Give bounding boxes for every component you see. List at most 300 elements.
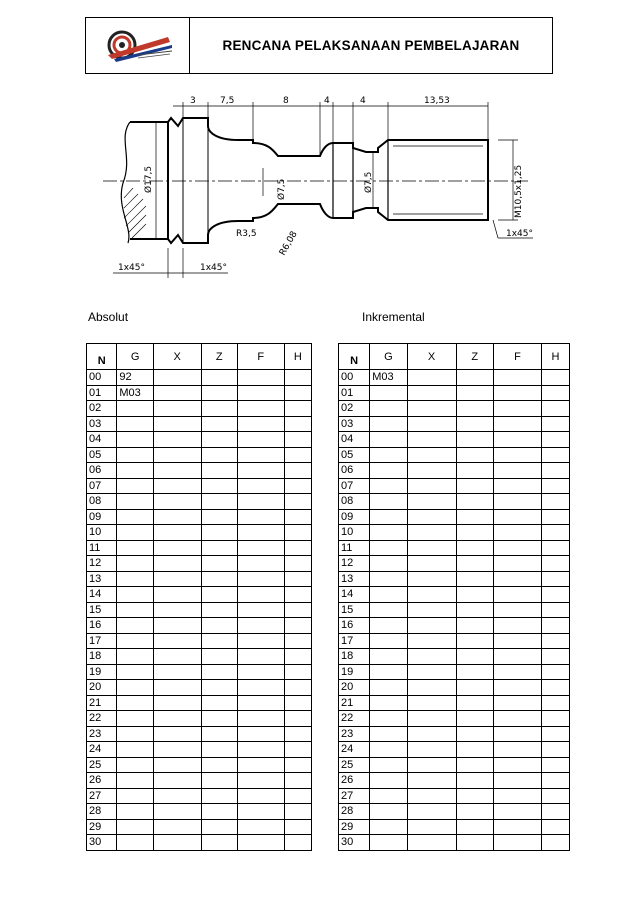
table-cell[interactable] [541, 711, 569, 727]
table-cell[interactable]: 03 [339, 416, 370, 432]
table-cell[interactable] [284, 742, 311, 758]
table-cell[interactable] [237, 571, 284, 587]
table-cell[interactable] [117, 509, 153, 525]
table-cell[interactable]: 05 [339, 447, 370, 463]
table-cell[interactable] [201, 525, 237, 541]
table-cell[interactable] [456, 370, 493, 386]
table-cell[interactable] [153, 819, 201, 835]
table-cell[interactable]: 11 [339, 540, 370, 556]
table-cell[interactable] [284, 447, 311, 463]
table-cell[interactable] [541, 773, 569, 789]
table-cell[interactable] [237, 664, 284, 680]
table-cell[interactable] [117, 602, 153, 618]
table-cell[interactable]: 24 [87, 742, 117, 758]
table-cell[interactable] [201, 726, 237, 742]
table-cell[interactable] [407, 525, 456, 541]
table-cell[interactable] [237, 726, 284, 742]
table-cell[interactable] [370, 602, 407, 618]
table-cell[interactable] [201, 494, 237, 510]
table-cell[interactable] [456, 432, 493, 448]
table-cell[interactable] [284, 416, 311, 432]
table-cell[interactable] [153, 571, 201, 587]
table-cell[interactable]: 00 [339, 370, 370, 386]
table-cell[interactable] [370, 416, 407, 432]
table-cell[interactable]: 17 [87, 633, 117, 649]
table-cell[interactable] [456, 680, 493, 696]
table-cell[interactable]: M03 [117, 385, 153, 401]
table-cell[interactable] [237, 509, 284, 525]
table-cell[interactable]: 13 [87, 571, 117, 587]
table-cell[interactable] [456, 711, 493, 727]
table-cell[interactable] [407, 819, 456, 835]
table-cell[interactable] [284, 726, 311, 742]
table-cell[interactable] [494, 680, 542, 696]
table-cell[interactable]: 18 [87, 649, 117, 665]
table-cell[interactable] [494, 757, 542, 773]
table-cell[interactable] [456, 494, 493, 510]
table-cell[interactable] [456, 525, 493, 541]
table-cell[interactable] [201, 804, 237, 820]
table-cell[interactable] [237, 447, 284, 463]
table-cell[interactable] [117, 556, 153, 572]
table-cell[interactable]: 25 [87, 757, 117, 773]
table-cell[interactable] [237, 401, 284, 417]
table-cell[interactable]: 28 [87, 804, 117, 820]
table-cell[interactable] [370, 385, 407, 401]
table-cell[interactable] [153, 695, 201, 711]
table-cell[interactable] [284, 571, 311, 587]
table-cell[interactable] [284, 757, 311, 773]
table-cell[interactable]: 29 [339, 819, 370, 835]
table-cell[interactable] [407, 494, 456, 510]
table-cell[interactable] [284, 587, 311, 603]
table-cell[interactable]: 19 [87, 664, 117, 680]
table-cell[interactable] [541, 401, 569, 417]
table-cell[interactable] [541, 478, 569, 494]
table-cell[interactable] [153, 649, 201, 665]
table-cell[interactable] [494, 819, 542, 835]
table-cell[interactable] [407, 804, 456, 820]
table-cell[interactable] [117, 447, 153, 463]
table-cell[interactable] [237, 540, 284, 556]
table-cell[interactable] [456, 556, 493, 572]
table-cell[interactable] [284, 695, 311, 711]
table-cell[interactable] [153, 773, 201, 789]
table-cell[interactable] [153, 742, 201, 758]
table-cell[interactable] [284, 664, 311, 680]
table-cell[interactable] [407, 509, 456, 525]
table-cell[interactable] [407, 540, 456, 556]
table-cell[interactable] [494, 478, 542, 494]
table-cell[interactable] [407, 757, 456, 773]
table-cell[interactable] [456, 509, 493, 525]
table-cell[interactable] [370, 478, 407, 494]
table-cell[interactable] [153, 556, 201, 572]
table-cell[interactable] [370, 556, 407, 572]
table-cell[interactable] [494, 447, 542, 463]
table-cell[interactable] [237, 370, 284, 386]
table-cell[interactable]: 21 [339, 695, 370, 711]
table-cell[interactable]: 13 [339, 571, 370, 587]
table-cell[interactable] [284, 525, 311, 541]
table-cell[interactable] [370, 835, 407, 851]
table-cell[interactable] [201, 463, 237, 479]
table-cell[interactable] [456, 804, 493, 820]
table-cell[interactable] [153, 804, 201, 820]
table-cell[interactable]: 19 [339, 664, 370, 680]
table-cell[interactable] [494, 370, 542, 386]
table-cell[interactable] [494, 416, 542, 432]
table-cell[interactable] [370, 509, 407, 525]
table-cell[interactable] [494, 726, 542, 742]
table-cell[interactable] [117, 494, 153, 510]
table-cell[interactable] [201, 556, 237, 572]
table-cell[interactable] [456, 649, 493, 665]
table-cell[interactable] [494, 587, 542, 603]
table-cell[interactable]: 23 [87, 726, 117, 742]
table-cell[interactable] [201, 711, 237, 727]
table-cell[interactable] [407, 618, 456, 634]
table-cell[interactable]: 05 [87, 447, 117, 463]
table-cell[interactable] [201, 602, 237, 618]
table-cell[interactable]: 21 [87, 695, 117, 711]
table-cell[interactable] [407, 680, 456, 696]
table-cell[interactable] [237, 835, 284, 851]
table-cell[interactable]: 07 [87, 478, 117, 494]
table-cell[interactable] [541, 726, 569, 742]
table-cell[interactable] [407, 416, 456, 432]
table-cell[interactable] [117, 416, 153, 432]
table-cell[interactable]: 15 [87, 602, 117, 618]
table-cell[interactable]: 22 [339, 711, 370, 727]
table-cell[interactable] [117, 649, 153, 665]
table-cell[interactable]: 00 [87, 370, 117, 386]
table-cell[interactable] [237, 680, 284, 696]
table-cell[interactable] [456, 835, 493, 851]
table-cell[interactable] [456, 385, 493, 401]
table-cell[interactable] [237, 757, 284, 773]
table-cell[interactable] [201, 788, 237, 804]
table-cell[interactable] [541, 804, 569, 820]
table-cell[interactable] [237, 773, 284, 789]
table-cell[interactable] [407, 463, 456, 479]
table-cell[interactable]: 27 [87, 788, 117, 804]
table-cell[interactable] [407, 835, 456, 851]
table-cell[interactable] [494, 463, 542, 479]
table-cell[interactable]: 26 [87, 773, 117, 789]
table-cell[interactable] [117, 664, 153, 680]
table-cell[interactable] [117, 587, 153, 603]
table-cell[interactable] [284, 602, 311, 618]
table-cell[interactable] [370, 649, 407, 665]
table-cell[interactable] [117, 463, 153, 479]
table-cell[interactable] [407, 711, 456, 727]
table-cell[interactable] [456, 664, 493, 680]
table-cell[interactable] [284, 773, 311, 789]
table-cell[interactable]: M03 [370, 370, 407, 386]
table-cell[interactable]: 26 [339, 773, 370, 789]
table-cell[interactable] [201, 416, 237, 432]
table-cell[interactable] [370, 711, 407, 727]
table-cell[interactable] [541, 432, 569, 448]
table-cell[interactable] [153, 618, 201, 634]
table-cell[interactable] [237, 804, 284, 820]
table-cell[interactable] [237, 494, 284, 510]
table-cell[interactable]: 20 [339, 680, 370, 696]
table-cell[interactable] [370, 463, 407, 479]
table-cell[interactable] [456, 773, 493, 789]
table-cell[interactable] [153, 835, 201, 851]
table-cell[interactable] [284, 509, 311, 525]
table-cell[interactable] [153, 633, 201, 649]
table-cell[interactable] [117, 401, 153, 417]
table-cell[interactable] [494, 788, 542, 804]
table-cell[interactable] [541, 385, 569, 401]
table-cell[interactable]: 15 [339, 602, 370, 618]
table-cell[interactable] [456, 416, 493, 432]
table-cell[interactable] [201, 757, 237, 773]
table-cell[interactable]: 16 [339, 618, 370, 634]
table-cell[interactable]: 12 [87, 556, 117, 572]
table-cell[interactable] [201, 618, 237, 634]
table-cell[interactable] [153, 494, 201, 510]
table-cell[interactable]: 12 [339, 556, 370, 572]
table-cell[interactable] [117, 726, 153, 742]
table-cell[interactable]: 29 [87, 819, 117, 835]
table-cell[interactable] [201, 773, 237, 789]
table-cell[interactable] [153, 664, 201, 680]
table-cell[interactable] [541, 556, 569, 572]
table-cell[interactable]: 10 [87, 525, 117, 541]
table-cell[interactable] [284, 478, 311, 494]
table-cell[interactable]: 18 [339, 649, 370, 665]
table-cell[interactable] [407, 370, 456, 386]
table-cell[interactable] [407, 695, 456, 711]
table-cell[interactable] [284, 494, 311, 510]
table-cell[interactable] [541, 370, 569, 386]
table-cell[interactable]: 06 [87, 463, 117, 479]
table-cell[interactable] [201, 680, 237, 696]
table-cell[interactable] [284, 711, 311, 727]
table-cell[interactable] [237, 742, 284, 758]
table-cell[interactable] [370, 447, 407, 463]
table-cell[interactable] [237, 618, 284, 634]
table-cell[interactable] [407, 587, 456, 603]
table-cell[interactable] [541, 633, 569, 649]
table-cell[interactable] [456, 726, 493, 742]
table-cell[interactable] [153, 401, 201, 417]
table-cell[interactable]: 10 [339, 525, 370, 541]
table-cell[interactable] [117, 571, 153, 587]
table-cell[interactable]: 24 [339, 742, 370, 758]
table-cell[interactable] [407, 447, 456, 463]
table-cell[interactable] [201, 401, 237, 417]
table-cell[interactable]: 03 [87, 416, 117, 432]
table-cell[interactable] [201, 432, 237, 448]
table-cell[interactable] [201, 742, 237, 758]
table-cell[interactable] [370, 494, 407, 510]
table-cell[interactable] [370, 726, 407, 742]
table-cell[interactable] [117, 432, 153, 448]
table-cell[interactable] [153, 602, 201, 618]
table-cell[interactable]: 04 [339, 432, 370, 448]
table-cell[interactable] [201, 587, 237, 603]
table-cell[interactable] [117, 711, 153, 727]
table-cell[interactable] [153, 726, 201, 742]
table-cell[interactable] [153, 540, 201, 556]
table-cell[interactable] [541, 587, 569, 603]
table-cell[interactable]: 92 [117, 370, 153, 386]
table-cell[interactable] [153, 711, 201, 727]
table-cell[interactable] [407, 664, 456, 680]
table-cell[interactable] [201, 664, 237, 680]
table-cell[interactable] [494, 385, 542, 401]
table-cell[interactable] [370, 525, 407, 541]
table-cell[interactable] [284, 649, 311, 665]
table-cell[interactable] [541, 416, 569, 432]
table-cell[interactable] [407, 602, 456, 618]
table-cell[interactable] [494, 525, 542, 541]
table-cell[interactable] [201, 370, 237, 386]
table-cell[interactable] [541, 757, 569, 773]
table-cell[interactable] [407, 726, 456, 742]
table-cell[interactable] [153, 370, 201, 386]
table-cell[interactable] [284, 633, 311, 649]
table-cell[interactable] [284, 556, 311, 572]
table-cell[interactable] [117, 478, 153, 494]
table-cell[interactable] [541, 788, 569, 804]
table-cell[interactable] [201, 835, 237, 851]
table-cell[interactable] [370, 804, 407, 820]
table-cell[interactable]: 22 [87, 711, 117, 727]
table-cell[interactable] [494, 633, 542, 649]
table-cell[interactable] [494, 494, 542, 510]
table-cell[interactable]: 09 [339, 509, 370, 525]
table-cell[interactable]: 23 [339, 726, 370, 742]
table-cell[interactable] [494, 571, 542, 587]
table-cell[interactable] [153, 432, 201, 448]
table-cell[interactable]: 30 [87, 835, 117, 851]
table-cell[interactable]: 04 [87, 432, 117, 448]
table-cell[interactable] [370, 633, 407, 649]
table-cell[interactable] [541, 525, 569, 541]
table-cell[interactable] [456, 571, 493, 587]
table-cell[interactable] [456, 633, 493, 649]
table-cell[interactable]: 02 [87, 401, 117, 417]
table-cell[interactable] [117, 633, 153, 649]
table-cell[interactable] [237, 819, 284, 835]
table-cell[interactable] [284, 618, 311, 634]
table-cell[interactable] [117, 525, 153, 541]
table-cell[interactable] [541, 742, 569, 758]
table-cell[interactable] [201, 478, 237, 494]
table-cell[interactable] [201, 819, 237, 835]
table-cell[interactable] [201, 633, 237, 649]
table-cell[interactable] [117, 788, 153, 804]
table-cell[interactable] [153, 463, 201, 479]
table-cell[interactable] [153, 757, 201, 773]
table-cell[interactable]: 20 [87, 680, 117, 696]
table-cell[interactable] [456, 602, 493, 618]
table-cell[interactable] [237, 525, 284, 541]
table-cell[interactable] [541, 695, 569, 711]
table-cell[interactable] [117, 695, 153, 711]
table-cell[interactable] [407, 385, 456, 401]
table-cell[interactable] [494, 401, 542, 417]
table-cell[interactable]: 14 [87, 587, 117, 603]
table-cell[interactable] [153, 416, 201, 432]
table-cell[interactable] [237, 385, 284, 401]
table-cell[interactable] [153, 385, 201, 401]
table-cell[interactable] [370, 788, 407, 804]
table-cell[interactable] [370, 664, 407, 680]
table-cell[interactable] [456, 463, 493, 479]
table-cell[interactable] [456, 695, 493, 711]
table-cell[interactable] [370, 757, 407, 773]
table-cell[interactable]: 27 [339, 788, 370, 804]
table-cell[interactable] [117, 680, 153, 696]
table-cell[interactable]: 08 [339, 494, 370, 510]
table-cell[interactable] [456, 819, 493, 835]
table-cell[interactable] [407, 633, 456, 649]
table-cell[interactable] [541, 819, 569, 835]
table-cell[interactable] [237, 478, 284, 494]
table-cell[interactable] [284, 432, 311, 448]
table-cell[interactable] [237, 432, 284, 448]
table-cell[interactable] [117, 757, 153, 773]
table-cell[interactable] [370, 773, 407, 789]
table-cell[interactable]: 16 [87, 618, 117, 634]
table-cell[interactable] [494, 804, 542, 820]
table-cell[interactable] [407, 788, 456, 804]
table-cell[interactable] [456, 478, 493, 494]
table-cell[interactable] [284, 804, 311, 820]
table-cell[interactable] [153, 525, 201, 541]
table-cell[interactable] [456, 401, 493, 417]
table-cell[interactable]: 02 [339, 401, 370, 417]
table-cell[interactable] [284, 680, 311, 696]
table-cell[interactable] [153, 788, 201, 804]
table-cell[interactable] [237, 463, 284, 479]
table-cell[interactable] [541, 463, 569, 479]
table-cell[interactable] [541, 602, 569, 618]
table-cell[interactable] [407, 649, 456, 665]
table-cell[interactable] [541, 680, 569, 696]
table-cell[interactable] [201, 649, 237, 665]
table-cell[interactable]: 07 [339, 478, 370, 494]
table-cell[interactable] [201, 385, 237, 401]
table-cell[interactable] [407, 401, 456, 417]
table-cell[interactable] [541, 649, 569, 665]
table-cell[interactable] [407, 432, 456, 448]
table-cell[interactable] [456, 742, 493, 758]
table-cell[interactable] [541, 509, 569, 525]
table-cell[interactable]: 08 [87, 494, 117, 510]
table-cell[interactable] [370, 540, 407, 556]
table-cell[interactable] [237, 633, 284, 649]
table-cell[interactable] [153, 587, 201, 603]
table-cell[interactable] [284, 370, 311, 386]
table-cell[interactable] [407, 571, 456, 587]
table-cell[interactable] [456, 540, 493, 556]
table-cell[interactable] [456, 757, 493, 773]
table-cell[interactable] [237, 587, 284, 603]
table-cell[interactable]: 25 [339, 757, 370, 773]
table-cell[interactable] [237, 416, 284, 432]
table-cell[interactable] [407, 556, 456, 572]
table-cell[interactable] [237, 602, 284, 618]
table-cell[interactable] [153, 447, 201, 463]
